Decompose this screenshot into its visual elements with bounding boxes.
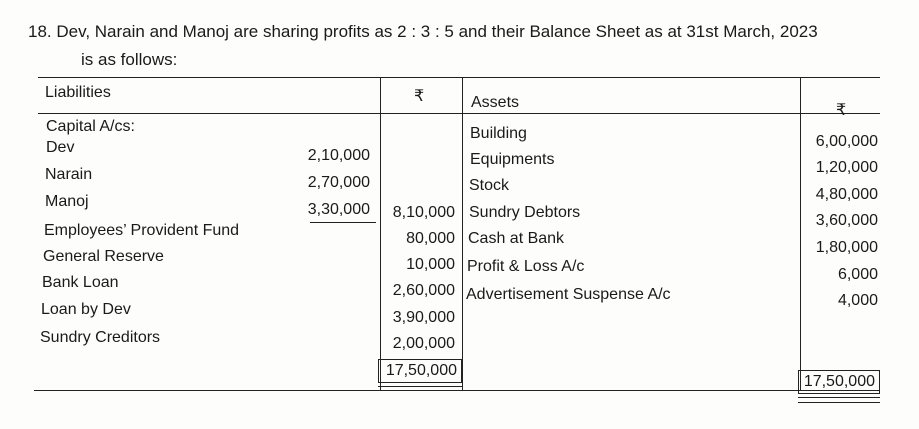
liabilities-assets-divider <box>462 78 463 390</box>
capital-amount: 2,70,000 <box>307 174 370 191</box>
liability-label: Sundry Creditors <box>40 329 161 346</box>
question-line-1: 18. Dev, Narain and Manoj are sharing profits as 2 : 3 : 5 and their Balance Sheet as at 31st March, 2023 <box>28 22 818 41</box>
asset-label: Building <box>470 125 527 142</box>
liability-amount: 2,60,000 <box>392 282 455 299</box>
capital-subtotal-rule <box>310 222 376 223</box>
capital-amount: 3,30,000 <box>307 201 370 218</box>
assets-amount-left-rule <box>800 78 801 390</box>
liability-amount: 80,000 <box>406 230 455 247</box>
liability-label: Dev <box>46 139 75 156</box>
liability-label: Manoj <box>45 193 89 210</box>
asset-amount: 6,000 <box>837 266 878 283</box>
liabilities-total: 17,50,000 <box>378 359 462 383</box>
asset-amount: 1,80,000 <box>815 239 878 256</box>
liabilities-header: Liabilities <box>45 84 111 101</box>
liability-amount: 3,90,000 <box>392 309 455 326</box>
asset-label: Stock <box>469 177 510 194</box>
liability-label: General Reserve <box>43 248 164 265</box>
liability-label: Capital A/cs: <box>46 118 135 135</box>
assets-total: 17,50,000 <box>798 370 880 394</box>
table-bottom-rule <box>34 390 880 391</box>
asset-amount: 3,60,000 <box>815 212 878 229</box>
asset-label: Sundry Debtors <box>469 204 581 221</box>
liabilities-currency-header: ₹ <box>414 88 425 105</box>
liability-amount: 10,000 <box>406 256 455 273</box>
header-bottom-rule <box>38 113 880 114</box>
capital-amount: 2,10,000 <box>307 147 370 164</box>
asset-label: Cash at Bank <box>468 230 565 247</box>
assets-currency-header: ₹ <box>836 102 847 119</box>
liability-amount: 8,10,000 <box>392 204 455 221</box>
table-top-rule <box>38 77 880 78</box>
liability-label: Narain <box>45 166 93 183</box>
asset-amount: 4,000 <box>837 292 878 309</box>
liability-label: Loan by Dev <box>41 301 131 318</box>
question-line-2: is as follows: <box>81 50 178 69</box>
assets-total-double-rule <box>798 397 880 398</box>
asset-label: Advertisement Suspense A/c <box>466 286 671 303</box>
assets-header: Assets <box>471 94 520 111</box>
liability-amount: 2,00,000 <box>392 335 455 352</box>
liability-label: Employees’ Provident Fund <box>44 222 240 239</box>
asset-amount: 4,80,000 <box>815 186 878 203</box>
assets-total-double-rule-2 <box>798 402 880 403</box>
asset-label: Equipments <box>470 151 555 168</box>
liability-label: Bank Loan <box>42 274 119 291</box>
asset-amount: 6,00,000 <box>815 133 878 150</box>
liabilities-total-double-rule <box>378 386 462 387</box>
asset-label: Profit & Loss A/c <box>467 258 585 275</box>
asset-amount: 1,20,000 <box>815 159 878 176</box>
